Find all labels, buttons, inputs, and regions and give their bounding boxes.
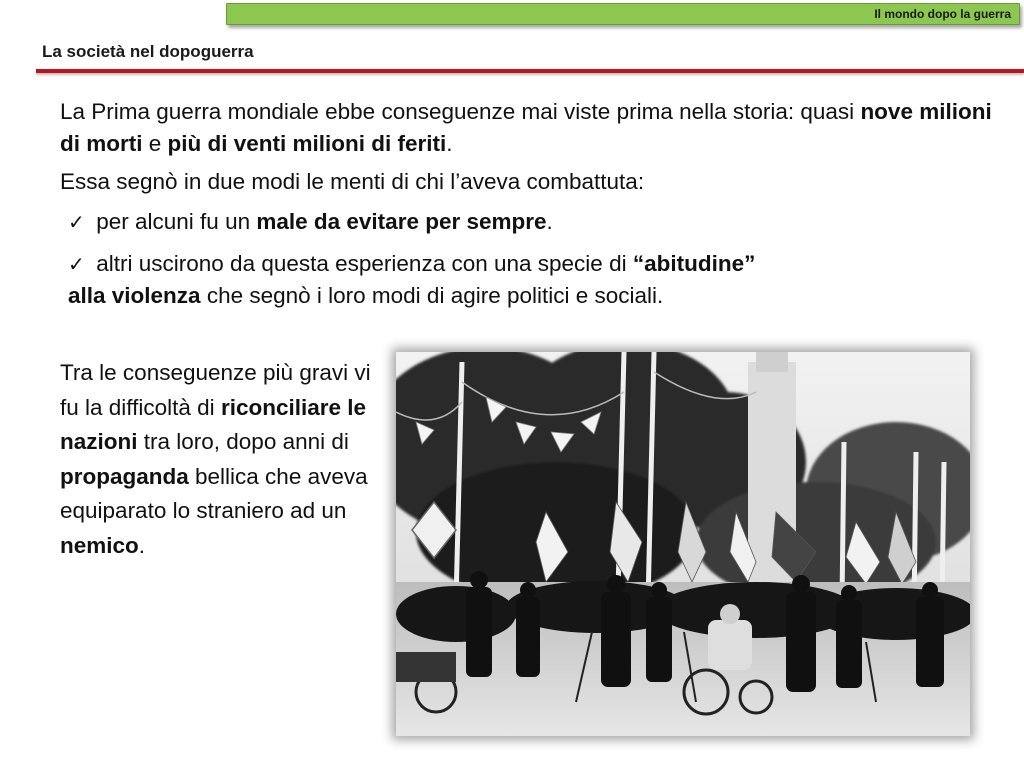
bullet-item-2 (60, 248, 1000, 312)
side-text-part: . (138, 532, 146, 558)
intro-text-part: e (142, 131, 168, 156)
section-label: Il mondo dopo la guerra (874, 7, 1011, 21)
bullet-text: . (546, 209, 553, 234)
historical-photo (396, 352, 970, 736)
intro-bold-dead: nove milioni di morti (60, 99, 992, 156)
bullet-text: per alcuni fu un (90, 209, 257, 234)
parade-photo-illustration (396, 352, 970, 736)
bullet-text: altri uscirono da questa esperienza con una specie di (90, 251, 633, 276)
intro-bold-wounded: più di venti milioni di feriti (167, 131, 447, 156)
side-paragraph (60, 356, 380, 563)
checkmark-icon: ✓ (68, 252, 85, 276)
intro-paragraph-1 (60, 96, 1000, 160)
bullet-bold-text: male da evitare per sempre (256, 209, 547, 234)
title-divider (36, 69, 1024, 73)
bullet-item-1 (60, 206, 1000, 238)
intro-text-part: . (446, 131, 453, 156)
intro-text-part: La Prima guerra mondiale ebbe conseguenze mai viste prima nella storia: quasi (60, 99, 861, 124)
checkmark-icon: ✓ (68, 210, 85, 234)
bullet-bold-text: alla violenza (68, 283, 201, 308)
side-bold-text: propaganda (60, 463, 189, 489)
intro-text-block (60, 96, 1000, 312)
bullet-text: che segnò i loro modi di agire politici e sociali. (200, 283, 664, 308)
side-text-part: bellica che aveva equiparato lo straniero ad un (60, 463, 368, 523)
side-text-part: tra loro, dopo anni di (137, 429, 349, 454)
slide-title: La società nel dopoguerra (42, 42, 254, 61)
side-bold-text: riconciliare le nazioni (60, 394, 367, 454)
section-banner (226, 3, 1020, 25)
side-text-part: Tra le conseguenze più gravi vi fu la difficoltà di (60, 360, 371, 420)
intro-paragraph-2: Essa segnò in due modi le menti di chi l’aveva combattuta: (60, 169, 645, 194)
side-bold-text: nemico (60, 532, 139, 558)
bullet-bold-text: “abitudine” (632, 251, 756, 276)
